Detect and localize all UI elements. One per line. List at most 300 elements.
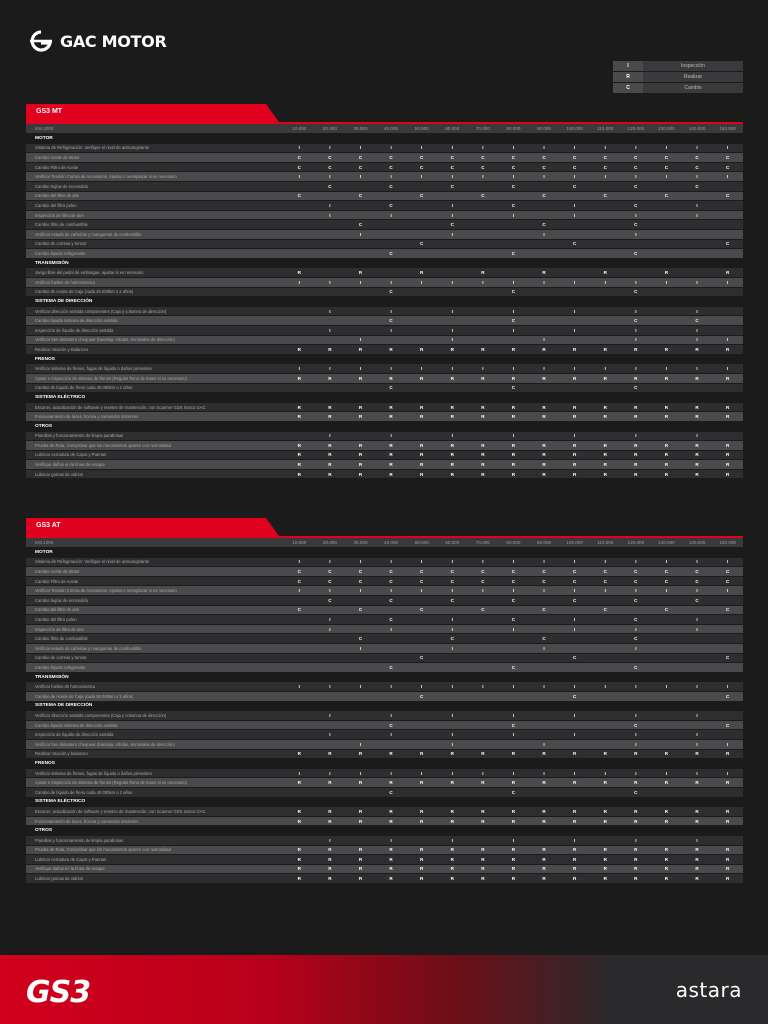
service-value bbox=[406, 316, 437, 326]
km-column-header: 60.000 bbox=[437, 538, 468, 548]
service-value: R bbox=[468, 845, 499, 855]
service-value: R bbox=[712, 845, 743, 855]
service-value: I bbox=[621, 143, 652, 153]
service-value bbox=[559, 383, 590, 393]
service-value: R bbox=[437, 373, 468, 383]
service-value: C bbox=[315, 153, 346, 163]
service-value: I bbox=[651, 682, 682, 692]
service-value: R bbox=[682, 874, 713, 884]
service-value bbox=[651, 720, 682, 730]
service-value: C bbox=[621, 153, 652, 163]
service-value: C bbox=[437, 220, 468, 230]
service-label: Verificar sistema de frenos, fugas de líquido o daños presentes bbox=[26, 768, 284, 778]
service-value: I bbox=[437, 557, 468, 567]
partner-logo: astara bbox=[675, 978, 742, 1002]
service-value: I bbox=[529, 278, 560, 288]
service-label: Verificar estado de cañerías y mangueras de combustible bbox=[26, 230, 284, 240]
service-value: R bbox=[712, 412, 743, 422]
service-value: R bbox=[651, 460, 682, 470]
category-label: FRENOS bbox=[26, 759, 743, 769]
service-value: C bbox=[621, 316, 652, 326]
service-value: I bbox=[559, 557, 590, 567]
service-value: R bbox=[590, 855, 621, 865]
service-value: C bbox=[529, 220, 560, 230]
service-value bbox=[345, 182, 376, 192]
service-value: R bbox=[590, 778, 621, 788]
service-value: R bbox=[284, 373, 315, 383]
table-row bbox=[26, 220, 743, 230]
service-value: C bbox=[498, 182, 529, 192]
service-value bbox=[468, 220, 499, 230]
service-value: I bbox=[284, 172, 315, 182]
service-value bbox=[559, 249, 590, 259]
category-label: SISTEMA ELÉCTRICO bbox=[26, 393, 743, 403]
section-tab-background bbox=[26, 518, 279, 536]
service-value: I bbox=[437, 172, 468, 182]
service-value: I bbox=[621, 431, 652, 441]
category-label: OTROS bbox=[26, 826, 743, 836]
service-value bbox=[529, 182, 560, 192]
service-value: I bbox=[529, 172, 560, 182]
service-value bbox=[682, 191, 713, 201]
service-label: Prueba de Ruta. Comprobar que los mecanismos operen con normalidad bbox=[26, 845, 284, 855]
service-value: R bbox=[498, 778, 529, 788]
service-value bbox=[590, 287, 621, 297]
service-value: I bbox=[345, 143, 376, 153]
service-value: R bbox=[529, 412, 560, 422]
service-value: C bbox=[406, 191, 437, 201]
service-value: I bbox=[621, 682, 652, 692]
service-value: C bbox=[621, 287, 652, 297]
service-value: I bbox=[529, 143, 560, 153]
service-value: I bbox=[498, 768, 529, 778]
service-value: C bbox=[621, 576, 652, 586]
gac-motor-logo bbox=[26, 28, 167, 54]
service-value: I bbox=[406, 768, 437, 778]
service-value bbox=[498, 605, 529, 615]
service-label: Verificar Tensión Correa de Accesorios, Ajustar o reemplazar si es necesario bbox=[26, 586, 284, 596]
service-value: I bbox=[590, 557, 621, 567]
service-value bbox=[498, 268, 529, 278]
service-value bbox=[315, 249, 346, 259]
table-row bbox=[26, 663, 743, 673]
service-value: R bbox=[621, 864, 652, 874]
service-label: Lubricar gomas de vidrios bbox=[26, 874, 284, 884]
service-value: R bbox=[345, 402, 376, 412]
legend-item bbox=[613, 83, 743, 93]
service-value: R bbox=[437, 874, 468, 884]
service-value: I bbox=[498, 557, 529, 567]
service-value: R bbox=[559, 864, 590, 874]
table-row bbox=[26, 624, 743, 634]
service-value bbox=[437, 653, 468, 663]
service-label: Escaner, actualización de software y reseteo de mantención, con Scanner GDS marca GAC bbox=[26, 807, 284, 817]
service-value bbox=[712, 663, 743, 673]
service-value: I bbox=[590, 278, 621, 288]
service-label: Inspección de líquido de dirección asistida bbox=[26, 730, 284, 740]
service-value: R bbox=[529, 749, 560, 759]
service-value bbox=[284, 644, 315, 654]
service-value: R bbox=[712, 373, 743, 383]
service-value bbox=[498, 692, 529, 702]
service-value bbox=[437, 268, 468, 278]
service-value bbox=[468, 210, 499, 220]
service-value bbox=[437, 720, 468, 730]
service-value: I bbox=[437, 615, 468, 625]
service-value: R bbox=[559, 450, 590, 460]
service-value: I bbox=[682, 682, 713, 692]
service-value: I bbox=[559, 325, 590, 335]
service-value: R bbox=[376, 807, 407, 817]
service-value: R bbox=[559, 460, 590, 470]
section-tab-background bbox=[26, 104, 279, 122]
category-row bbox=[26, 354, 743, 364]
service-value: I bbox=[529, 644, 560, 654]
service-value: C bbox=[498, 615, 529, 625]
service-value: I bbox=[621, 172, 652, 182]
category-label: SISTEMA ELÉCTRICO bbox=[26, 797, 743, 807]
service-value bbox=[376, 653, 407, 663]
service-value: R bbox=[712, 469, 743, 479]
service-value bbox=[529, 306, 560, 316]
service-value: R bbox=[651, 845, 682, 855]
service-value bbox=[682, 268, 713, 278]
service-value: R bbox=[712, 402, 743, 412]
service-value bbox=[529, 692, 560, 702]
service-value bbox=[529, 383, 560, 393]
km-label: KM.1000 bbox=[26, 538, 284, 548]
service-value bbox=[315, 239, 346, 249]
service-value: I bbox=[284, 768, 315, 778]
service-value: R bbox=[651, 412, 682, 422]
service-value: C bbox=[468, 162, 499, 172]
service-value: C bbox=[406, 605, 437, 615]
service-value: I bbox=[621, 624, 652, 634]
service-value: R bbox=[682, 855, 713, 865]
service-value: R bbox=[529, 855, 560, 865]
service-value: I bbox=[437, 143, 468, 153]
service-label: Funcionamiento de luces, bocina y comandos interiores bbox=[26, 816, 284, 826]
service-value: R bbox=[406, 864, 437, 874]
service-value: I bbox=[559, 768, 590, 778]
service-value bbox=[651, 316, 682, 326]
service-value bbox=[468, 653, 499, 663]
service-value bbox=[376, 605, 407, 615]
service-value: I bbox=[529, 739, 560, 749]
service-value: I bbox=[345, 557, 376, 567]
service-label: Cambio del filtro polen bbox=[26, 615, 284, 625]
service-label: Cambio líquido refrigerante bbox=[26, 249, 284, 259]
service-value: C bbox=[621, 249, 652, 259]
category-label: SISTEMA DE DIRECCIÓN bbox=[26, 297, 743, 307]
km-column-header: 30.000 bbox=[345, 538, 376, 548]
service-value: C bbox=[376, 287, 407, 297]
category-row bbox=[26, 548, 743, 558]
service-value bbox=[345, 615, 376, 625]
table-row bbox=[26, 402, 743, 412]
service-value bbox=[651, 287, 682, 297]
service-value: C bbox=[437, 153, 468, 163]
service-value bbox=[345, 201, 376, 211]
table-row bbox=[26, 373, 743, 383]
service-value bbox=[590, 711, 621, 721]
service-value: C bbox=[284, 576, 315, 586]
service-value: I bbox=[621, 278, 652, 288]
service-value bbox=[406, 287, 437, 297]
service-value bbox=[406, 220, 437, 230]
service-value: R bbox=[468, 441, 499, 451]
service-value: C bbox=[529, 567, 560, 577]
service-value: R bbox=[437, 412, 468, 422]
service-value: C bbox=[529, 576, 560, 586]
service-value bbox=[284, 182, 315, 192]
service-value: R bbox=[468, 268, 499, 278]
service-value bbox=[712, 325, 743, 335]
service-value bbox=[468, 739, 499, 749]
service-value: C bbox=[376, 201, 407, 211]
table-row bbox=[26, 306, 743, 316]
service-value: C bbox=[315, 596, 346, 606]
km-column-header: 130.000 bbox=[651, 124, 682, 134]
service-value bbox=[284, 201, 315, 211]
service-value bbox=[468, 239, 499, 249]
service-value: R bbox=[468, 450, 499, 460]
service-value bbox=[651, 730, 682, 740]
category-label: TRANSMISIÓN bbox=[26, 258, 743, 268]
service-value bbox=[406, 787, 437, 797]
service-value: R bbox=[406, 855, 437, 865]
service-value: I bbox=[682, 711, 713, 721]
service-value: R bbox=[406, 874, 437, 884]
service-value bbox=[682, 605, 713, 615]
service-value: C bbox=[498, 663, 529, 673]
gac-emblem-icon bbox=[26, 29, 56, 53]
service-value: C bbox=[376, 182, 407, 192]
service-value: R bbox=[406, 402, 437, 412]
service-value: R bbox=[529, 402, 560, 412]
service-value: R bbox=[406, 441, 437, 451]
service-value bbox=[712, 306, 743, 316]
service-value bbox=[590, 739, 621, 749]
service-value: C bbox=[559, 162, 590, 172]
service-value bbox=[284, 239, 315, 249]
service-value: C bbox=[498, 287, 529, 297]
service-value: R bbox=[559, 874, 590, 884]
service-value bbox=[406, 711, 437, 721]
service-value: R bbox=[529, 373, 560, 383]
service-value bbox=[315, 663, 346, 673]
table-row bbox=[26, 730, 743, 740]
service-value bbox=[559, 663, 590, 673]
service-value: R bbox=[315, 373, 346, 383]
service-value: R bbox=[284, 345, 315, 355]
service-value: C bbox=[498, 201, 529, 211]
service-value: R bbox=[559, 807, 590, 817]
service-value bbox=[712, 615, 743, 625]
service-value bbox=[345, 431, 376, 441]
service-value: I bbox=[590, 364, 621, 374]
service-value: R bbox=[315, 402, 346, 412]
km-column-header: 100.000 bbox=[559, 538, 590, 548]
service-value bbox=[406, 210, 437, 220]
service-value: R bbox=[621, 441, 652, 451]
service-value bbox=[559, 220, 590, 230]
service-value: I bbox=[315, 624, 346, 634]
service-value: R bbox=[498, 402, 529, 412]
service-value bbox=[590, 596, 621, 606]
table-row bbox=[26, 615, 743, 625]
table-row bbox=[26, 653, 743, 663]
category-row bbox=[26, 797, 743, 807]
service-label: Verificar tren delantero chequear (bandeja, rótulas, terminales de dirección) bbox=[26, 335, 284, 345]
service-value: I bbox=[376, 143, 407, 153]
service-value: C bbox=[651, 153, 682, 163]
service-value: R bbox=[559, 441, 590, 451]
service-value bbox=[437, 239, 468, 249]
service-label: Plumillas y funcionamiento de limpia parabrisas bbox=[26, 431, 284, 441]
service-value: R bbox=[682, 345, 713, 355]
service-value: I bbox=[437, 431, 468, 441]
service-value: I bbox=[712, 143, 743, 153]
service-value bbox=[559, 287, 590, 297]
service-value: R bbox=[590, 469, 621, 479]
km-column-header: 20.000 bbox=[315, 538, 346, 548]
service-value: I bbox=[437, 624, 468, 634]
service-value bbox=[284, 624, 315, 634]
service-value: R bbox=[621, 855, 652, 865]
service-value bbox=[406, 431, 437, 441]
service-value bbox=[315, 287, 346, 297]
service-value: C bbox=[529, 634, 560, 644]
service-value bbox=[529, 663, 560, 673]
service-value: I bbox=[468, 586, 499, 596]
table-row bbox=[26, 644, 743, 654]
service-value: R bbox=[406, 816, 437, 826]
service-value: R bbox=[590, 816, 621, 826]
table-row bbox=[26, 692, 743, 702]
section-title: GS3 AT bbox=[36, 522, 61, 529]
service-value bbox=[406, 634, 437, 644]
service-value: C bbox=[712, 191, 743, 201]
service-value bbox=[345, 325, 376, 335]
service-value: I bbox=[376, 586, 407, 596]
legend-label: Cambio bbox=[684, 85, 702, 91]
service-value bbox=[284, 739, 315, 749]
service-value: R bbox=[498, 749, 529, 759]
service-value bbox=[406, 644, 437, 654]
service-value: C bbox=[345, 567, 376, 577]
service-value: I bbox=[621, 335, 652, 345]
service-value: I bbox=[468, 682, 499, 692]
service-value: I bbox=[682, 201, 713, 211]
service-value: R bbox=[651, 807, 682, 817]
service-value: R bbox=[682, 460, 713, 470]
service-value: C bbox=[590, 191, 621, 201]
service-value: I bbox=[712, 768, 743, 778]
service-value bbox=[284, 653, 315, 663]
table-row bbox=[26, 431, 743, 441]
service-value: I bbox=[376, 431, 407, 441]
service-value: I bbox=[406, 172, 437, 182]
table-row bbox=[26, 172, 743, 182]
service-value: I bbox=[621, 557, 652, 567]
service-value bbox=[712, 596, 743, 606]
service-value bbox=[682, 220, 713, 230]
service-value: C bbox=[376, 663, 407, 673]
service-value: R bbox=[651, 864, 682, 874]
service-value: C bbox=[621, 634, 652, 644]
service-value bbox=[376, 335, 407, 345]
table-row bbox=[26, 596, 743, 606]
service-label: Verificar tren delantero chequear (bandeja, rótulas, terminales de dirección) bbox=[26, 739, 284, 749]
service-value: R bbox=[376, 450, 407, 460]
table-row bbox=[26, 191, 743, 201]
service-label: Ajuste e inspección de sistema de frenos (Regular freno de mano si es necesario) bbox=[26, 373, 284, 383]
service-value: I bbox=[437, 201, 468, 211]
service-value: R bbox=[498, 807, 529, 817]
service-value: I bbox=[376, 325, 407, 335]
km-column-header: 50.000 bbox=[406, 124, 437, 134]
service-value bbox=[376, 191, 407, 201]
service-value: I bbox=[437, 644, 468, 654]
service-value: R bbox=[712, 855, 743, 865]
service-value: R bbox=[651, 402, 682, 412]
service-value: I bbox=[376, 306, 407, 316]
category-row bbox=[26, 134, 743, 144]
service-value: R bbox=[284, 460, 315, 470]
service-value bbox=[712, 182, 743, 192]
service-value bbox=[315, 720, 346, 730]
category-label: MOTOR bbox=[26, 548, 743, 558]
service-label: Verifique daños en la línea de escape bbox=[26, 460, 284, 470]
service-value: C bbox=[437, 182, 468, 192]
service-value bbox=[376, 739, 407, 749]
service-value: I bbox=[559, 306, 590, 316]
category-row bbox=[26, 759, 743, 769]
service-value: R bbox=[345, 778, 376, 788]
table-row bbox=[26, 586, 743, 596]
service-value: I bbox=[315, 143, 346, 153]
service-value: C bbox=[621, 182, 652, 192]
km-column-header: 80.000 bbox=[498, 124, 529, 134]
service-value: I bbox=[559, 172, 590, 182]
service-value: R bbox=[651, 816, 682, 826]
service-value bbox=[682, 644, 713, 654]
service-value: I bbox=[315, 306, 346, 316]
service-value: C bbox=[376, 567, 407, 577]
service-value: I bbox=[498, 364, 529, 374]
km-column-header: 120.000 bbox=[621, 538, 652, 548]
service-value: R bbox=[315, 749, 346, 759]
table-row bbox=[26, 278, 743, 288]
table-row bbox=[26, 787, 743, 797]
service-label: Juego libre del pedal de embrague, ajustar si es necesario bbox=[26, 268, 284, 278]
service-value: R bbox=[529, 816, 560, 826]
service-value: R bbox=[284, 402, 315, 412]
service-value bbox=[682, 287, 713, 297]
service-value: I bbox=[284, 143, 315, 153]
service-value: R bbox=[468, 460, 499, 470]
service-value: C bbox=[345, 191, 376, 201]
km-label: KM.1000 bbox=[26, 124, 284, 134]
service-value: R bbox=[437, 402, 468, 412]
service-value: I bbox=[621, 586, 652, 596]
service-value bbox=[590, 692, 621, 702]
service-value: R bbox=[590, 345, 621, 355]
service-value bbox=[468, 624, 499, 634]
service-value: I bbox=[529, 586, 560, 596]
service-value bbox=[315, 692, 346, 702]
